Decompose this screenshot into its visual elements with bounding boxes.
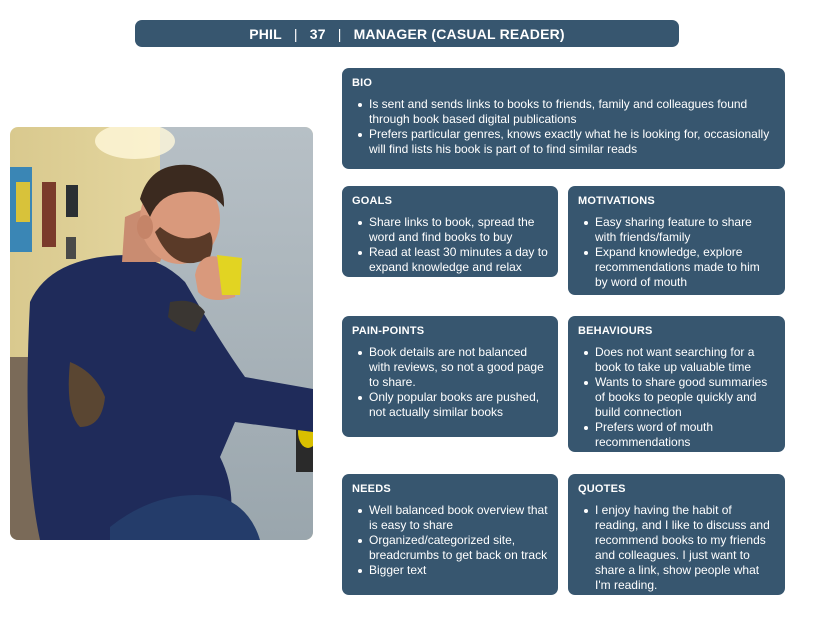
quotes-card — [568, 474, 785, 595]
motivations-item: Easy sharing feature to share with friends/family — [595, 215, 775, 245]
bio-item: Prefers particular genres, knows exactly what he is looking for, occasionally will find lists his book is part of to find similar reads — [369, 127, 775, 157]
behaviours-item: Prefers word of mouth recommendations — [595, 420, 775, 450]
needs-card — [342, 474, 558, 595]
header-separator: | — [293, 25, 298, 42]
quotes-list — [578, 503, 775, 593]
needs-list — [352, 503, 548, 578]
bio-card — [342, 68, 785, 169]
persona-age: 37 — [309, 25, 326, 42]
goals-list — [352, 215, 548, 275]
pain-points-title: PAIN-POINTS — [352, 325, 425, 337]
needs-item: Well balanced book overview that is easy to share — [369, 503, 548, 532]
needs-title: NEEDS — [352, 483, 391, 495]
needs-item: Bigger text — [369, 563, 548, 578]
quotes-title: QUOTES — [578, 483, 626, 495]
motivations-card — [568, 186, 785, 295]
behaviours-card — [568, 316, 785, 452]
needs-item: Organized/categorized site, breadcrumbs to get back on track — [369, 533, 548, 562]
behaviours-list — [578, 345, 775, 450]
persona-name: PHIL — [249, 25, 282, 42]
goals-card — [342, 186, 558, 277]
behaviours-item: Wants to share good summaries of books to people quickly and build connection — [595, 375, 775, 420]
motivations-item: Expand knowledge, explore recommendations made to him by word of mouth — [595, 245, 775, 290]
persona-role: MANAGER (CASUAL READER) — [353, 25, 565, 42]
pain-points-item: Only popular books are pushed, not actually similar books — [369, 390, 548, 420]
behaviours-title: BEHAVIOURS — [578, 325, 653, 337]
goals-title: GOALS — [352, 195, 393, 207]
persona-header — [135, 20, 679, 47]
motivations-title: MOTIVATIONS — [578, 195, 655, 207]
bio-item: Is sent and sends links to books to friends, family and colleagues found through book based digital publications — [369, 97, 775, 127]
pain-points-card — [342, 316, 558, 437]
persona-photo — [10, 127, 313, 540]
motivations-list — [578, 215, 775, 290]
goals-item: Read at least 30 minutes a day to expand knowledge and relax — [369, 245, 548, 274]
bio-title: BIO — [352, 77, 373, 89]
behaviours-item: Does not want searching for a book to take up valuable time — [595, 345, 775, 375]
pain-points-item: Book details are not balanced with reviews, so not a good page to share. — [369, 345, 548, 390]
quote-item: I enjoy having the habit of reading, and I like to discuss and recommend books to my friends and colleagues. I just want to share a link, show people what I'm reading. — [595, 503, 775, 593]
pain-points-list — [352, 345, 548, 420]
goals-item: Share links to book, spread the word and find books to buy — [369, 215, 548, 245]
bio-list — [352, 97, 775, 157]
header-separator: | — [337, 25, 342, 42]
